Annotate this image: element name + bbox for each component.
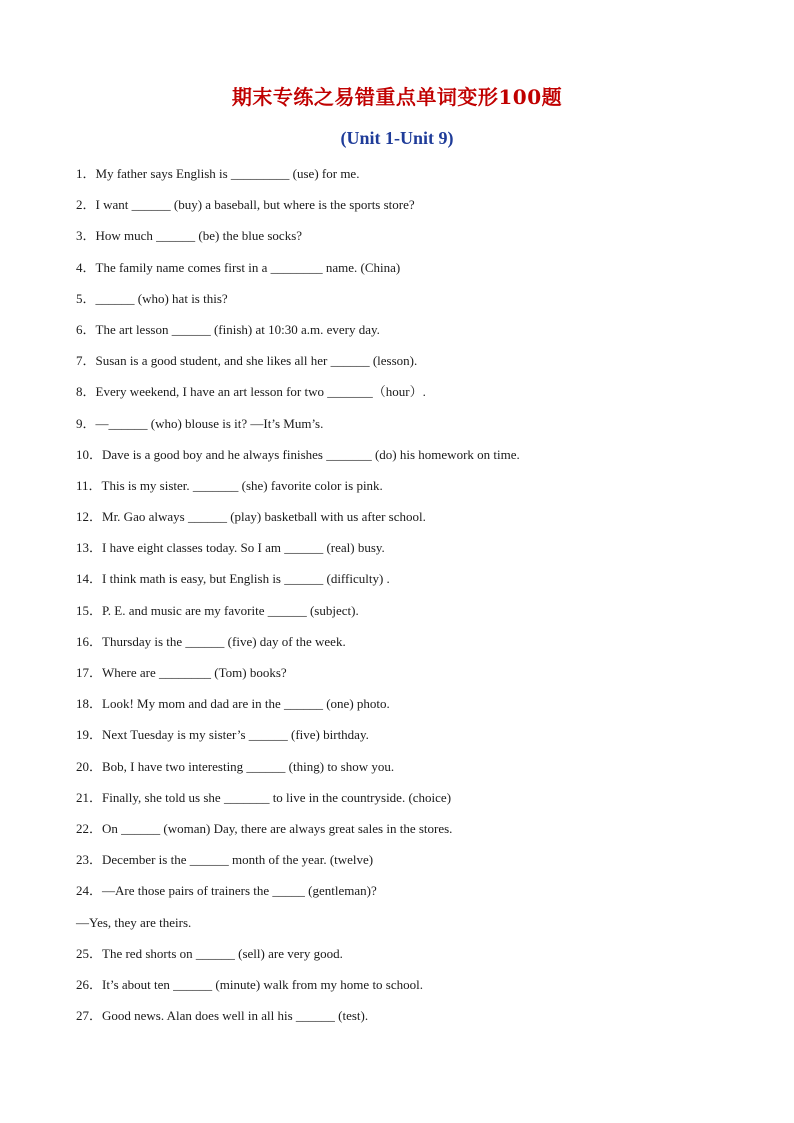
question-text: P. E. and music are my favorite ______ (subject). xyxy=(102,602,359,618)
page-title: 期末专练之易错重点单词变形100题 xyxy=(231,85,563,109)
question-text: Thursday is the ______ (five) day of the week. xyxy=(102,633,346,649)
question-text: Susan is a good student, and she likes all her ______ (lesson). xyxy=(95,353,418,369)
question-item xyxy=(76,537,756,568)
question-text: —Yes, they are theirs. xyxy=(76,914,192,930)
question-text: —Are those pairs of trainers the _____ (gentleman)? xyxy=(102,883,377,899)
question-text: This is my sister. _______ (she) favorite color is pink. xyxy=(101,477,383,493)
question-item xyxy=(76,568,756,599)
question-number: 1． xyxy=(76,166,96,181)
question-text: Every weekend, I have an art lesson for two _______（hour）. xyxy=(95,384,426,400)
question-text: On ______ (woman) Day, there are always great sales in the stores. xyxy=(102,820,453,836)
question-text: How much ______ (be) the blue socks? xyxy=(95,228,303,244)
question-item xyxy=(76,319,756,350)
question-item xyxy=(76,444,756,475)
question-item xyxy=(76,350,756,381)
question-number: 6． xyxy=(76,321,96,337)
question-item xyxy=(76,849,756,880)
question-text: —______ (who) blouse is it? —It’s Mum’s. xyxy=(95,415,324,431)
question-number: 26． xyxy=(76,976,103,992)
question-number: 5． xyxy=(76,290,96,306)
question-number: 19． xyxy=(76,727,103,743)
question-number: 22． xyxy=(76,820,103,836)
question-number: 2． xyxy=(76,197,96,213)
question-text: Where are ________ (Tom) books? xyxy=(102,665,287,680)
question-item xyxy=(76,600,756,631)
question-item xyxy=(76,194,756,225)
question-number: 11． xyxy=(76,477,102,493)
question-item xyxy=(76,943,756,974)
question-text: Look! My mom and dad are in the ______ (one) photo. xyxy=(102,696,390,712)
question-item xyxy=(76,288,756,319)
question-item xyxy=(76,631,756,662)
question-text: I want ______ (buy) a baseball, but where is the sports store? xyxy=(95,197,415,213)
question-number: 23． xyxy=(76,852,103,868)
question-number: 16． xyxy=(76,633,103,649)
question-item xyxy=(76,787,756,818)
question-number: 25． xyxy=(76,945,103,961)
question-number: 21． xyxy=(76,789,103,805)
question-item xyxy=(76,662,756,693)
question-number: 4． xyxy=(76,259,96,275)
question-text: The red shorts on ______ (sell) are very good. xyxy=(102,945,343,961)
question-text: It’s about ten ______ (minute) walk from my home to school. xyxy=(102,976,423,992)
question-text: I think math is easy, but English is ______ (difficulty) . xyxy=(102,571,390,587)
question-number: 14． xyxy=(76,571,103,587)
question-text: Mr. Gao always ______ (play) basketball with us after school. xyxy=(102,509,426,525)
question-text: Dave is a good boy and he always finishes _______ (do) his homework on time. xyxy=(102,446,520,462)
question-number: 9． xyxy=(76,415,96,431)
question-item xyxy=(76,974,756,1005)
question-number: 10． xyxy=(76,446,103,462)
question-item xyxy=(76,163,756,194)
question-item xyxy=(76,506,756,537)
question-item xyxy=(76,1005,756,1036)
question-number: 20． xyxy=(76,758,103,774)
question-number: 3． xyxy=(76,228,96,244)
question-item xyxy=(76,413,756,444)
question-text: The art lesson ______ (finish) at 10:30 a.m. every day. xyxy=(95,321,380,337)
question-number: 17． xyxy=(76,665,103,680)
question-number: 15． xyxy=(76,602,103,618)
question-text: I have eight classes today. So I am ______ (real) busy. xyxy=(102,540,385,556)
question-item xyxy=(76,381,756,412)
question-text: December is the ______ month of the year. (twelve) xyxy=(102,852,374,868)
question-item xyxy=(76,818,756,849)
question-item xyxy=(76,225,756,256)
question-item xyxy=(76,693,756,724)
question-item xyxy=(76,912,756,943)
question-text: Next Tuesday is my sister’s ______ (five) birthday. xyxy=(102,727,369,743)
question-number: 8． xyxy=(76,384,96,400)
question-text: Good news. Alan does well in all his ______ (test). xyxy=(102,1008,369,1024)
question-text: ______ (who) hat is this? xyxy=(95,290,228,306)
question-item xyxy=(76,724,756,755)
question-item xyxy=(76,475,756,506)
question-text: The family name comes first in a ________ name. (China) xyxy=(95,259,401,275)
question-item xyxy=(76,880,756,911)
question-number: 7． xyxy=(76,353,96,369)
question-text: My father says English is _________ (use) for me. xyxy=(95,166,360,181)
question-item xyxy=(76,756,756,787)
question-text: Finally, she told us she _______ to live in the countryside. (choice) xyxy=(102,789,452,805)
page-subtitle: (Unit 1-Unit 9) xyxy=(340,128,454,148)
question-number: 18． xyxy=(76,696,103,712)
question-item xyxy=(76,257,756,288)
question-number: 24． xyxy=(76,883,103,899)
question-list xyxy=(76,163,756,1036)
question-number: 27． xyxy=(76,1008,103,1024)
question-number: 13． xyxy=(76,540,103,556)
question-text: Bob, I have two interesting ______ (thing) to show you. xyxy=(102,758,395,774)
question-number: 12． xyxy=(76,509,103,525)
